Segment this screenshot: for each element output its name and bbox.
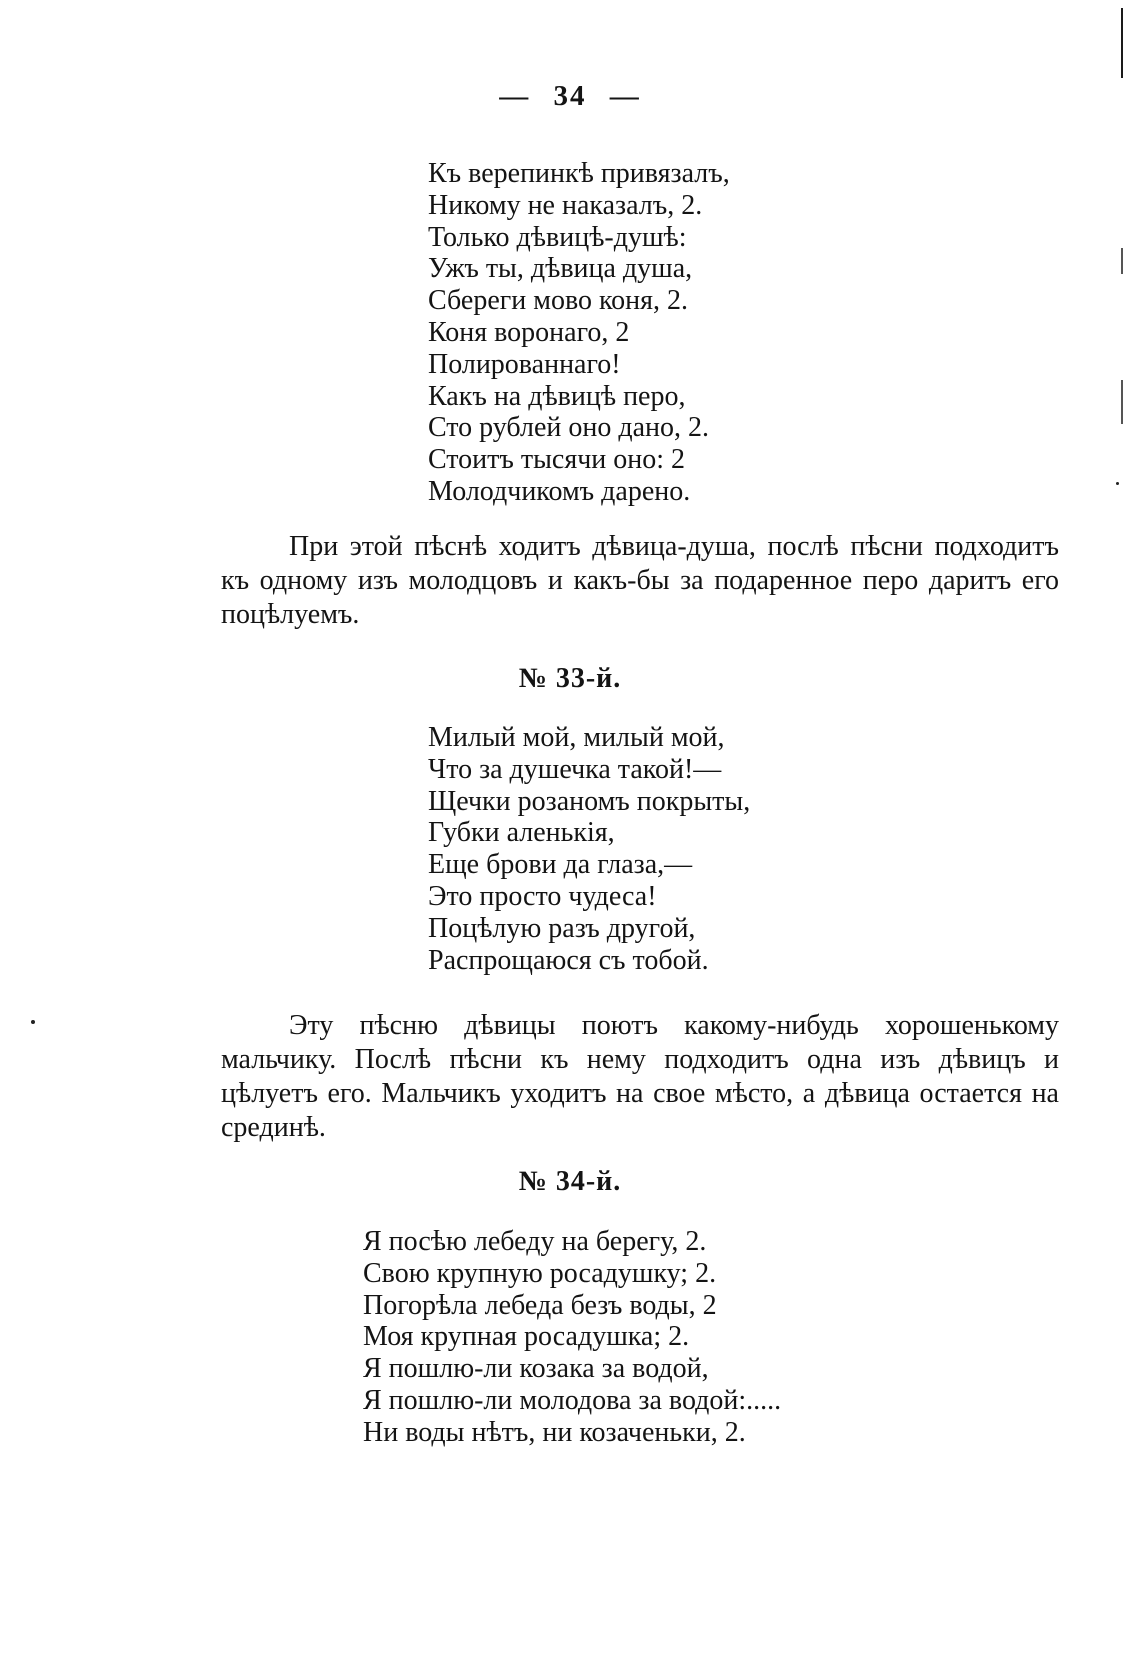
verse-line: Я пошлю-ли козака за водой,: [363, 1353, 709, 1385]
verse-line: Полированнаго!: [428, 348, 621, 380]
verse-line: Это просто чудеса!: [428, 880, 657, 912]
margin-tick: [1121, 248, 1123, 274]
verse-line: Что за душечка такой!—: [428, 753, 722, 785]
verse-line: Никому не наказалъ, 2.: [428, 189, 703, 221]
verse-line: Только дѣвицѣ-душѣ:: [428, 221, 687, 253]
verse-line: Коня воронаго, 2: [428, 316, 630, 348]
verse-line: Еще брови да глаза,—: [428, 849, 693, 881]
verse-line: Щечки розаномъ покрыты,: [428, 785, 751, 817]
song-34-verse: [363, 1226, 781, 1449]
verse-line: Къ верепинкѣ привязалъ,: [428, 158, 730, 189]
page-number: — 34 —: [499, 80, 641, 112]
verse-line: Я пошлю-ли молодова за водой:.....: [363, 1384, 782, 1416]
print-speck: [31, 1020, 35, 1024]
verse-line: Погорѣла лебеда безъ воды, 2: [363, 1289, 717, 1321]
song-33-performance-note: Эту пѣсню дѣвицы поютъ какому-нибудь хорошенькому мальчику. Послѣ пѣсни къ нему подходитъ одна изъ дѣвицъ и цѣлуетъ его. Мальчикъ уходитъ на свое мѣсто, а дѣвица остается на срединѣ.: [221, 1010, 1059, 1143]
song-33-verse: [428, 722, 750, 976]
verse-line: Ни воды нѣтъ, ни козаченьки, 2.: [363, 1416, 746, 1448]
song-32-verse: [428, 158, 730, 508]
verse-line: Поцѣлую разъ другой,: [428, 912, 696, 944]
margin-tick: [1121, 380, 1123, 424]
verse-line: Губки аленькія,: [428, 817, 615, 849]
song-32-performance-note: При этой пѣснѣ ходитъ дѣвица-душа, послѣ пѣсни подходитъ къ одному изъ молодцовъ и какъ-бы за подаренное перо даритъ его поцѣлуемъ.: [221, 531, 1059, 630]
song-34-heading: № 34-й.: [518, 1166, 622, 1197]
verse-line: Свою крупную росадушку; 2.: [363, 1257, 717, 1289]
song-33-heading: № 33-й.: [518, 663, 622, 694]
verse-line: Молодчикомъ дарено.: [428, 475, 691, 507]
page-edge-mark: [1121, 8, 1123, 78]
verse-line: Сбереги мово коня, 2.: [428, 285, 689, 317]
verse-line: Стоитъ тысячи оно: 2: [428, 444, 686, 476]
print-speck: [1116, 482, 1119, 485]
verse-line: Милый мой, милый мой,: [428, 722, 725, 753]
verse-line: Распрощаюся съ тобой.: [428, 944, 709, 976]
verse-line: Я посѣю лебеду на берегу, 2.: [363, 1226, 707, 1257]
verse-line: Какъ на дѣвицѣ перо,: [428, 380, 686, 412]
verse-line: Ужъ ты, дѣвица душа,: [428, 253, 693, 285]
verse-line: Сто рублей оно дано, 2.: [428, 412, 710, 444]
verse-line: Моя крупная росадушка; 2.: [363, 1321, 690, 1353]
